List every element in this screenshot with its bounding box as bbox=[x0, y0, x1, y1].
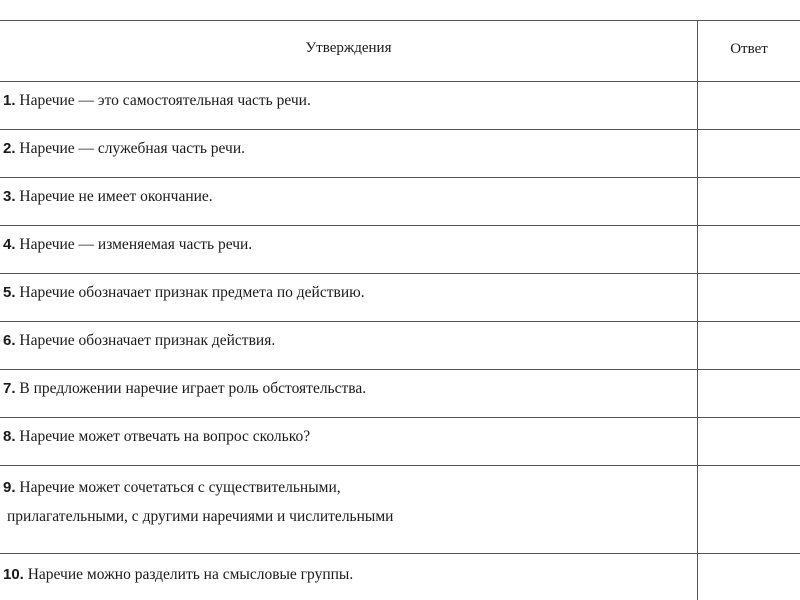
table-row bbox=[0, 418, 800, 466]
table-header-row bbox=[0, 21, 800, 82]
statement-cell bbox=[0, 554, 698, 600]
statement-text: Наречие обозначает признак действия. bbox=[15, 332, 276, 349]
statement-cell bbox=[0, 466, 698, 553]
table-row bbox=[0, 82, 800, 130]
statement-text: Наречие не имеет окончание. bbox=[15, 188, 213, 205]
table-row bbox=[0, 322, 800, 370]
statement-cell bbox=[0, 322, 698, 369]
statement-number: 7. bbox=[3, 380, 16, 397]
answer-column-header: Ответ bbox=[730, 41, 768, 57]
statement-text-continued: прилагательными, с другими наречиями и числительными bbox=[7, 508, 394, 525]
statement-cell bbox=[0, 178, 698, 225]
answer-cell[interactable] bbox=[698, 82, 800, 129]
table-row bbox=[0, 466, 800, 554]
answer-cell[interactable] bbox=[698, 226, 800, 273]
table-row bbox=[0, 370, 800, 418]
table-row bbox=[0, 274, 800, 322]
answer-cell[interactable] bbox=[698, 466, 800, 553]
answer-cell[interactable] bbox=[698, 554, 800, 600]
statement-number: 9. bbox=[3, 479, 16, 496]
statement-number: 4. bbox=[3, 236, 16, 253]
statement-number: 3. bbox=[3, 188, 16, 205]
statement-text: Наречие может сочетаться с существительными, bbox=[15, 479, 341, 496]
statement-cell bbox=[0, 226, 698, 273]
statements-column-header: Утверждения bbox=[0, 21, 698, 81]
statement-cell bbox=[0, 370, 698, 417]
answer-cell[interactable] bbox=[698, 322, 800, 369]
statement-cell bbox=[0, 418, 698, 465]
answer-cell[interactable] bbox=[698, 370, 800, 417]
statements-table bbox=[0, 20, 800, 600]
statement-number: 1. bbox=[3, 92, 16, 109]
table-row bbox=[0, 226, 800, 274]
statement-cell bbox=[0, 130, 698, 177]
statement-text: Наречие обозначает признак предмета по действию. bbox=[15, 284, 365, 301]
statement-text: Наречие может отвечать на вопрос сколько? bbox=[15, 428, 311, 445]
answer-cell[interactable] bbox=[698, 418, 800, 465]
answer-cell[interactable] bbox=[698, 130, 800, 177]
statement-number: 2. bbox=[3, 140, 16, 157]
statement-text: Наречие — изменяемая часть речи. bbox=[15, 236, 253, 253]
statement-text: В предложении наречие играет роль обстоятельства. bbox=[15, 380, 367, 397]
statement-number: 6. bbox=[3, 332, 16, 349]
statement-cell bbox=[0, 274, 698, 321]
statement-text: Наречие — это самостоятельная часть речи. bbox=[15, 92, 311, 109]
statement-number: 5. bbox=[3, 284, 16, 301]
statement-cell bbox=[0, 82, 698, 129]
statement-text: Наречие — служебная часть речи. bbox=[15, 140, 246, 157]
table-row bbox=[0, 178, 800, 226]
table-row bbox=[0, 130, 800, 178]
statement-number: 10. bbox=[3, 566, 24, 583]
answer-cell[interactable] bbox=[698, 274, 800, 321]
answer-cell[interactable] bbox=[698, 178, 800, 225]
statement-text: Наречие можно разделить на смысловые группы. bbox=[23, 566, 354, 583]
table-row bbox=[0, 554, 800, 600]
statement-number: 8. bbox=[3, 428, 16, 445]
